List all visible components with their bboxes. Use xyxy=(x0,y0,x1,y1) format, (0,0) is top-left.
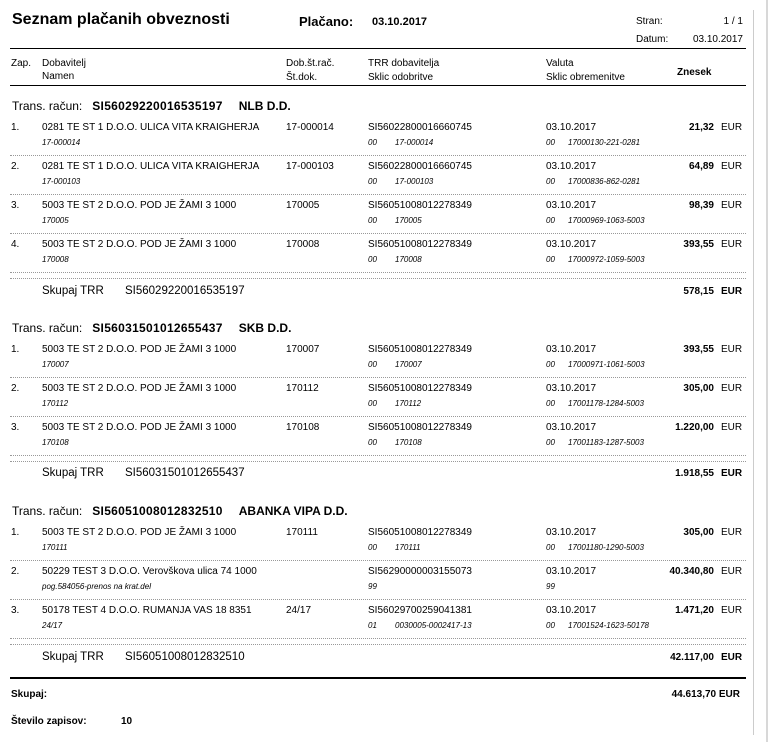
page-value: 1 / 1 xyxy=(723,16,743,27)
row-number: 3. xyxy=(11,422,20,433)
supplier-name: 5003 TE ST 2 D.O.O. POD JE ŽAMI 3 1000 xyxy=(42,527,237,538)
row-divider xyxy=(10,272,746,273)
bank-name: SKB D.D. xyxy=(238,321,292,335)
credit-reference: 170007 xyxy=(395,360,422,369)
credit-ref-model: 00 xyxy=(368,543,377,552)
credit-ref-model: 00 xyxy=(368,138,377,147)
row-divider xyxy=(10,233,746,234)
credit-ref-model: 99 xyxy=(368,582,377,591)
credit-ref-model: 00 xyxy=(368,438,377,447)
col-supplier: Dobavitelj xyxy=(42,58,86,69)
subtotal-currency: EUR xyxy=(721,286,743,297)
row-currency: EUR xyxy=(721,422,743,433)
supplier-invoice-number: 17-000103 xyxy=(286,161,334,172)
credit-ref-model: 00 xyxy=(368,177,377,186)
debit-reference: 17001180-1290-5003 xyxy=(568,543,644,552)
value-date: 03.10.2017 xyxy=(546,200,597,211)
value-date: 03.10.2017 xyxy=(546,605,597,616)
row-currency: EUR xyxy=(721,122,743,133)
row-amount: 393,55 xyxy=(683,344,714,355)
supplier-trr: SI56290000003155073 xyxy=(368,566,472,577)
row-divider xyxy=(10,599,746,600)
bank-name: ABANKA VIPA D.D. xyxy=(238,504,348,518)
row-currency: EUR xyxy=(721,383,743,394)
value-date: 03.10.2017 xyxy=(546,566,597,577)
debit-ref-model: 00 xyxy=(546,543,555,552)
row-amount: 305,00 xyxy=(683,383,714,394)
debit-ref-model: 00 xyxy=(546,438,555,447)
col-sklic-obremenitve: Sklic obremenitve xyxy=(546,72,625,83)
subtotal-account: SI56051008012832510 xyxy=(125,651,245,663)
row-divider xyxy=(10,155,746,156)
account-header xyxy=(12,99,291,113)
supplier-invoice-number: 170008 xyxy=(286,239,320,250)
credit-reference: 170005 xyxy=(395,216,422,225)
row-currency: EUR xyxy=(721,200,743,211)
supplier-invoice-number: 17-000014 xyxy=(286,122,334,133)
credit-ref-model: 00 xyxy=(368,216,377,225)
supplier-name: 5003 TE ST 2 D.O.O. POD JE ŽAMI 3 1000 xyxy=(42,239,237,250)
account-number: SI56031501012655437 xyxy=(92,321,223,335)
report-title: Seznam plačanih obveznosti xyxy=(12,11,230,28)
subtotal-label: Skupaj TRR xyxy=(42,651,104,663)
credit-reference: 170008 xyxy=(395,255,422,264)
account-label: Trans. račun: xyxy=(12,321,83,335)
record-count-label: Število zapisov: xyxy=(11,716,87,727)
account-label: Trans. račun: xyxy=(12,99,83,113)
row-currency: EUR xyxy=(721,161,743,172)
payment-purpose: 170008 xyxy=(42,255,69,264)
row-divider xyxy=(10,560,746,561)
supplier-trr: SI56051008012278349 xyxy=(368,422,472,433)
total-divider xyxy=(10,677,746,679)
credit-ref-model: 00 xyxy=(368,399,377,408)
row-amount: 393,55 xyxy=(683,239,714,250)
supplier-invoice-number: 170111 xyxy=(286,527,318,538)
row-number: 2. xyxy=(11,383,20,394)
row-amount: 1.220,00 xyxy=(675,422,714,433)
subtotal-divider xyxy=(10,644,746,645)
row-amount: 21,32 xyxy=(688,122,714,133)
debit-reference: 17000972-1059-5003 xyxy=(568,255,645,264)
credit-reference: 170108 xyxy=(395,438,422,447)
payment-purpose: pog.584056-prenos na krat.del xyxy=(42,582,151,591)
row-amount: 64,89 xyxy=(688,161,714,172)
total-amount: 44.613,70 EUR xyxy=(671,689,740,700)
col-doc2: Št.dok. xyxy=(286,72,318,83)
subtotal-currency: EUR xyxy=(721,652,743,663)
payment-purpose: 17-000014 xyxy=(42,138,81,147)
debit-ref-model: 00 xyxy=(546,360,555,369)
paid-label: Plačano: xyxy=(299,14,354,29)
scrollbar-track[interactable] xyxy=(753,10,754,735)
row-number: 3. xyxy=(11,200,20,211)
bank-name: NLB D.D. xyxy=(238,99,291,113)
supplier-name: 5003 TE ST 2 D.O.O. POD JE ŽAMI 3 1000 xyxy=(42,200,237,211)
row-amount: 40.340,80 xyxy=(669,566,714,577)
row-currency: EUR xyxy=(721,566,743,577)
credit-reference: 0030005-0002417-13 xyxy=(395,621,472,630)
debit-ref-model: 00 xyxy=(546,399,555,408)
credit-ref-model: 00 xyxy=(368,255,377,264)
header-divider xyxy=(10,48,746,49)
supplier-name: 5003 TE ST 2 D.O.O. POD JE ŽAMI 3 1000 xyxy=(42,383,237,394)
row-divider xyxy=(10,455,746,456)
supplier-name: 50178 TEST 4 D.O.O. RUMANJA VAS 18 8351 xyxy=(42,605,252,616)
payment-purpose: 17-000103 xyxy=(42,177,81,186)
payment-purpose: 170007 xyxy=(42,360,69,369)
credit-reference: 170112 xyxy=(395,399,422,408)
supplier-name: 0281 TE ST 1 D.O.O. ULICA VITA KRAIGHERJA xyxy=(42,161,260,172)
columns-divider xyxy=(10,85,746,86)
row-number: 4. xyxy=(11,239,20,250)
col-valuta: Valuta xyxy=(546,58,574,69)
debit-reference: 17000130-221-0281 xyxy=(568,138,641,147)
payment-purpose: 170108 xyxy=(42,438,69,447)
date-label: Datum: xyxy=(636,34,669,45)
payment-purpose: 24/17 xyxy=(42,621,63,630)
row-currency: EUR xyxy=(721,344,743,355)
credit-reference: 170111 xyxy=(395,543,421,552)
col-trr: TRR dobavitelja xyxy=(368,58,440,69)
credit-reference: 17-000103 xyxy=(395,177,434,186)
row-amount: 1.471,20 xyxy=(675,605,714,616)
row-number: 1. xyxy=(11,527,20,538)
supplier-invoice-number: 170108 xyxy=(286,422,320,433)
supplier-trr: SI56051008012278349 xyxy=(368,383,472,394)
credit-reference: 17-000014 xyxy=(395,138,434,147)
paid-date: 03.10.2017 xyxy=(372,16,428,28)
supplier-trr: SI56022800016660745 xyxy=(368,122,472,133)
subtotal-label: Skupaj TRR xyxy=(42,467,104,479)
account-number: SI56029220016535197 xyxy=(92,99,223,113)
subtotal-amount: 578,15 xyxy=(683,286,714,297)
supplier-invoice-number: 170112 xyxy=(286,383,319,394)
value-date: 03.10.2017 xyxy=(546,122,597,133)
row-number: 2. xyxy=(11,161,20,172)
debit-reference: 17001183-1287-5003 xyxy=(568,438,644,447)
date-value: 03.10.2017 xyxy=(692,34,743,45)
row-amount: 305,00 xyxy=(683,527,714,538)
debit-ref-model: 00 xyxy=(546,621,555,630)
row-number: 2. xyxy=(11,566,20,577)
payment-purpose: 170005 xyxy=(42,216,69,225)
account-header xyxy=(12,321,291,335)
row-currency: EUR xyxy=(721,527,743,538)
supplier-name: 0281 TE ST 1 D.O.O. ULICA VITA KRAIGHERJA xyxy=(42,122,260,133)
debit-reference: 17000971-1061-5003 xyxy=(568,360,645,369)
value-date: 03.10.2017 xyxy=(546,239,597,250)
debit-reference: 17000969-1063-5003 xyxy=(568,216,645,225)
supplier-name: 5003 TE ST 2 D.O.O. POD JE ŽAMI 3 1000 xyxy=(42,422,237,433)
value-date: 03.10.2017 xyxy=(546,422,597,433)
subtotal-currency: EUR xyxy=(721,468,743,479)
supplier-invoice-number: 170005 xyxy=(286,200,320,211)
value-date: 03.10.2017 xyxy=(546,383,597,394)
row-currency: EUR xyxy=(721,239,743,250)
subtotal-label: Skupaj TRR xyxy=(42,285,104,297)
debit-reference: 17000836-862-0281 xyxy=(568,177,641,186)
debit-reference: 17001178-1284-5003 xyxy=(568,399,644,408)
row-divider xyxy=(10,377,746,378)
row-divider xyxy=(10,194,746,195)
row-divider xyxy=(10,638,746,639)
supplier-trr: SI56051008012278349 xyxy=(368,527,472,538)
credit-ref-model: 01 xyxy=(368,621,377,630)
value-date: 03.10.2017 xyxy=(546,161,597,172)
value-date: 03.10.2017 xyxy=(546,527,597,538)
row-number: 3. xyxy=(11,605,20,616)
col-zap: Zap. xyxy=(11,58,32,69)
record-count-value: 10 xyxy=(121,716,133,727)
subtotal-divider xyxy=(10,461,746,462)
supplier-name: 50229 TEST 3 D.O.O. Verovškova ulica 74 1000 xyxy=(42,566,257,577)
debit-ref-model: 00 xyxy=(546,255,555,264)
col-amount: Znesek xyxy=(677,67,712,78)
subtotal-account: SI56029220016535197 xyxy=(125,285,245,297)
supplier-name: 5003 TE ST 2 D.O.O. POD JE ŽAMI 3 1000 xyxy=(42,344,237,355)
supplier-trr: SI56051008012278349 xyxy=(368,344,472,355)
col-doc1: Dob.št.rač. xyxy=(286,58,335,69)
subtotal-account: SI56031501012655437 xyxy=(125,467,245,479)
col-sklic-odobritve: Sklic odobritve xyxy=(368,72,434,83)
account-label: Trans. račun: xyxy=(12,504,83,518)
row-divider xyxy=(10,416,746,417)
supplier-invoice-number: 170007 xyxy=(286,344,320,355)
supplier-trr: SI56022800016660745 xyxy=(368,161,472,172)
debit-ref-model: 00 xyxy=(546,177,555,186)
supplier-trr: SI56051008012278349 xyxy=(368,200,472,211)
subtotal-amount: 42.117,00 xyxy=(670,652,714,663)
supplier-invoice-number: 24/17 xyxy=(286,605,312,616)
supplier-trr: SI56051008012278349 xyxy=(368,239,472,250)
supplier-trr: SI56029700259041381 xyxy=(368,605,472,616)
subtotal-divider xyxy=(10,278,746,279)
col-purpose: Namen xyxy=(42,71,75,82)
page-label: Stran: xyxy=(636,16,663,27)
payment-purpose: 170111 xyxy=(42,543,68,552)
credit-ref-model: 00 xyxy=(368,360,377,369)
subtotal-amount: 1.918,55 xyxy=(675,468,714,479)
total-label: Skupaj: xyxy=(11,689,48,700)
row-number: 1. xyxy=(11,344,20,355)
payment-purpose: 170112 xyxy=(42,399,69,408)
debit-reference: 17001524-1623-50178 xyxy=(568,621,649,630)
row-number: 1. xyxy=(11,122,20,133)
account-number: SI56051008012832510 xyxy=(92,504,223,518)
account-header xyxy=(12,504,348,518)
value-date: 03.10.2017 xyxy=(546,344,597,355)
debit-ref-model: 99 xyxy=(546,582,555,591)
debit-ref-model: 00 xyxy=(546,138,555,147)
debit-ref-model: 00 xyxy=(546,216,555,225)
row-amount: 98,39 xyxy=(688,200,714,211)
row-currency: EUR xyxy=(721,605,743,616)
